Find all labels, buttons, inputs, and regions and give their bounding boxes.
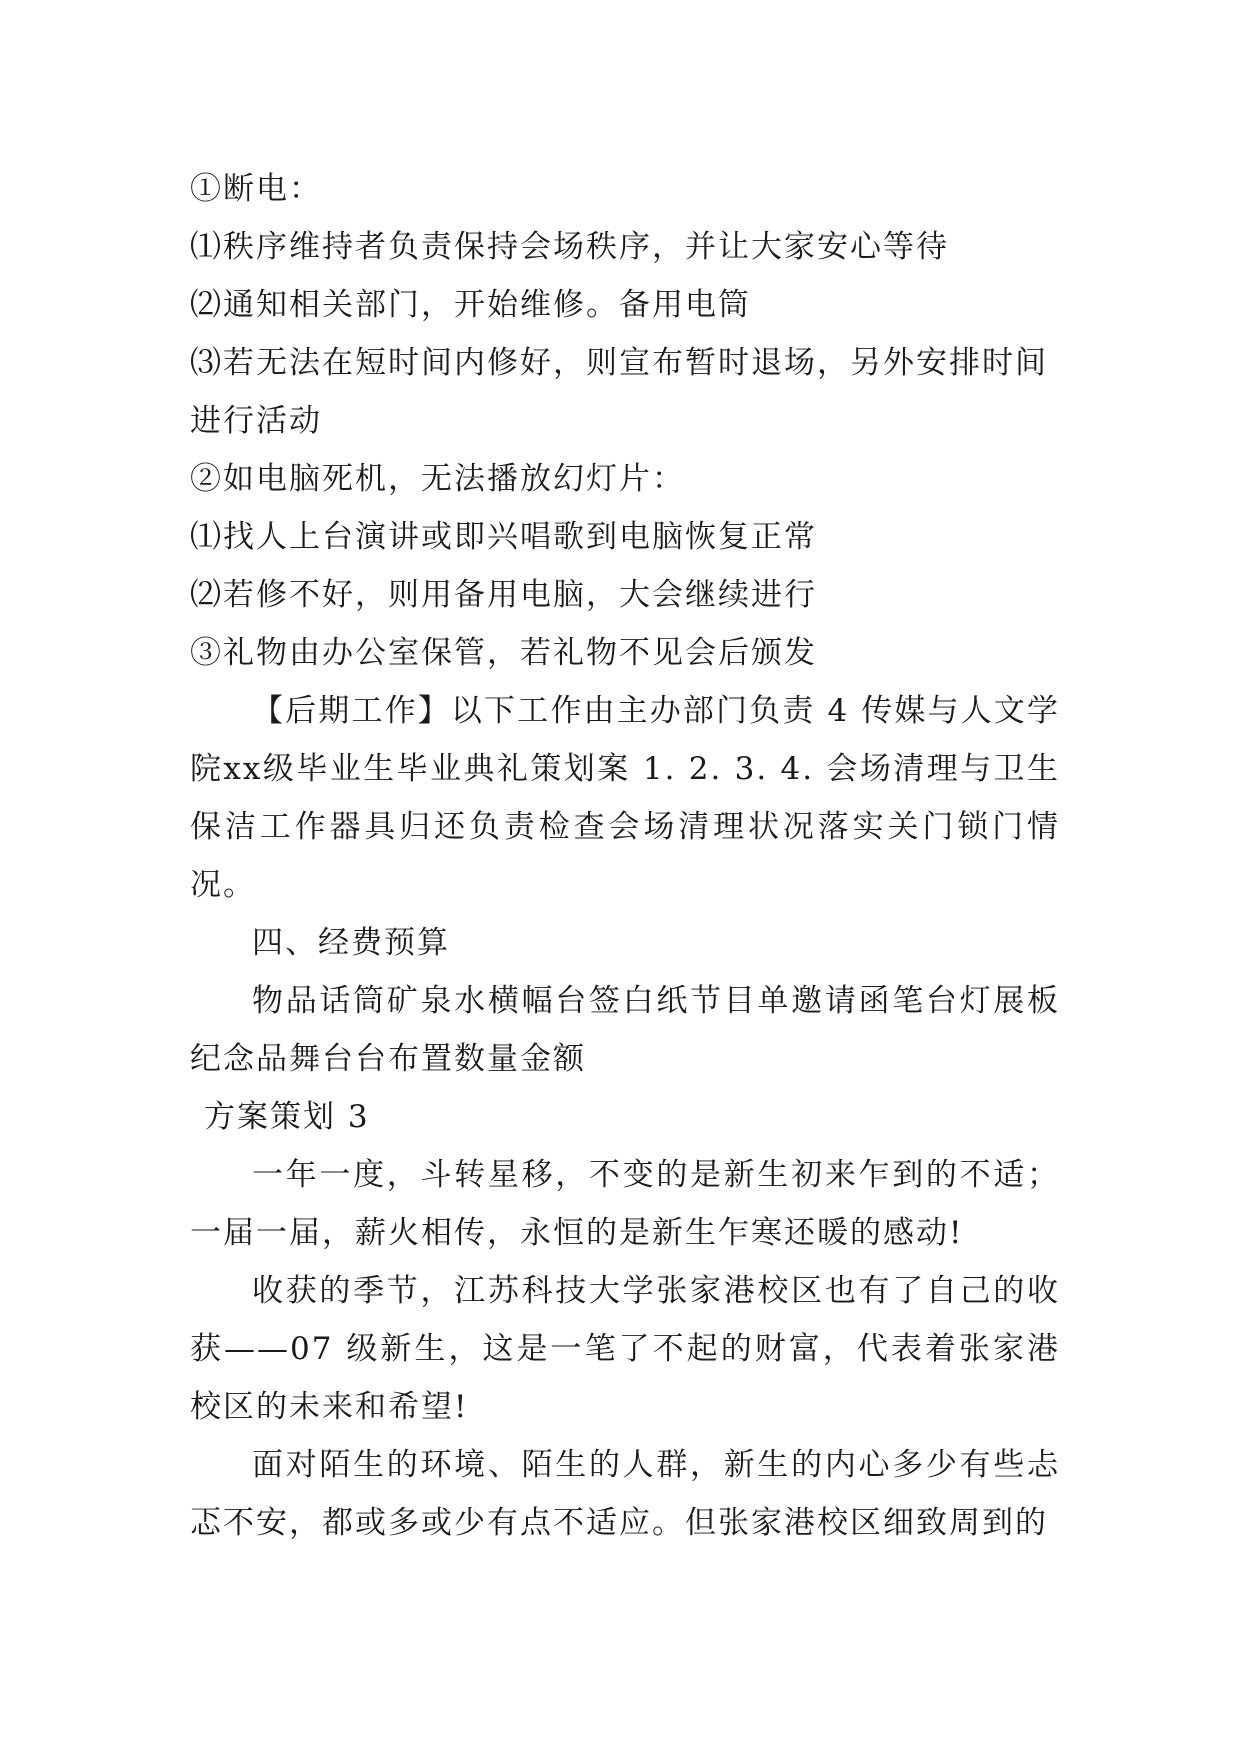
document-body xyxy=(190,160,1060,1552)
harvest-paragraph: 收获的季节，江苏科技大学张家港校区也有了自己的收获——07 级新生，这是一笔了不起的财富，代表着张家港校区的未来和希望! xyxy=(190,1273,1060,1425)
budget-heading: 四、经费预算 xyxy=(252,925,450,961)
section-computer-crash: ②如电脑死机，无法播放幻灯片： xyxy=(190,461,685,497)
list-item: ⑴找人上台演讲或即兴唱歌到电脑恢复正常 xyxy=(190,519,817,555)
budget-items-paragraph: 物品话筒矿泉水横幅台签白纸节目单邀请函笔台灯展板纪念品舞台台布置数量金额 xyxy=(190,983,1060,1077)
post-work-paragraph: 【后期工作】以下工作由主办部门负责 4 传媒与人文学院xx级毕业生毕业典礼策划案 1. 2. 3. 4. 会场清理与卫生保洁工作器具归还负责检查会场清理状况落实关门锁门情况。 xyxy=(190,693,1060,903)
intro-paragraph: 一年一度，斗转星移，不变的是新生初来乍到的不适；一届一届，薪火相传，永恒的是新生乍寒还暖的感动! xyxy=(190,1157,1060,1251)
list-item: ⑶若无法在短时间内修好，则宣布暂时退场，另外安排时间 xyxy=(190,345,1048,381)
list-item: ⑵若修不好，则用备用电脑，大会继续进行 xyxy=(190,577,817,613)
section-power-outage: ①断电： xyxy=(190,171,322,207)
list-item: ⑵通知相关部门，开始维修。备用电筒 xyxy=(190,287,751,323)
unfamiliar-paragraph: 面对陌生的环境、陌生的人群，新生的内心多少有些忐忑不安，都或多或少有点不适应。但张家港校区细致周到的 xyxy=(190,1447,1060,1541)
list-item-continuation: 进行活动 xyxy=(190,403,322,439)
list-item: ⑴秩序维持者负责保持会场秩序，并让大家安心等待 xyxy=(190,229,949,265)
section-gifts: ③礼物由办公室保管，若礼物不见会后颁发 xyxy=(190,635,817,671)
plan-title: 方案策划 3 xyxy=(204,1099,370,1135)
